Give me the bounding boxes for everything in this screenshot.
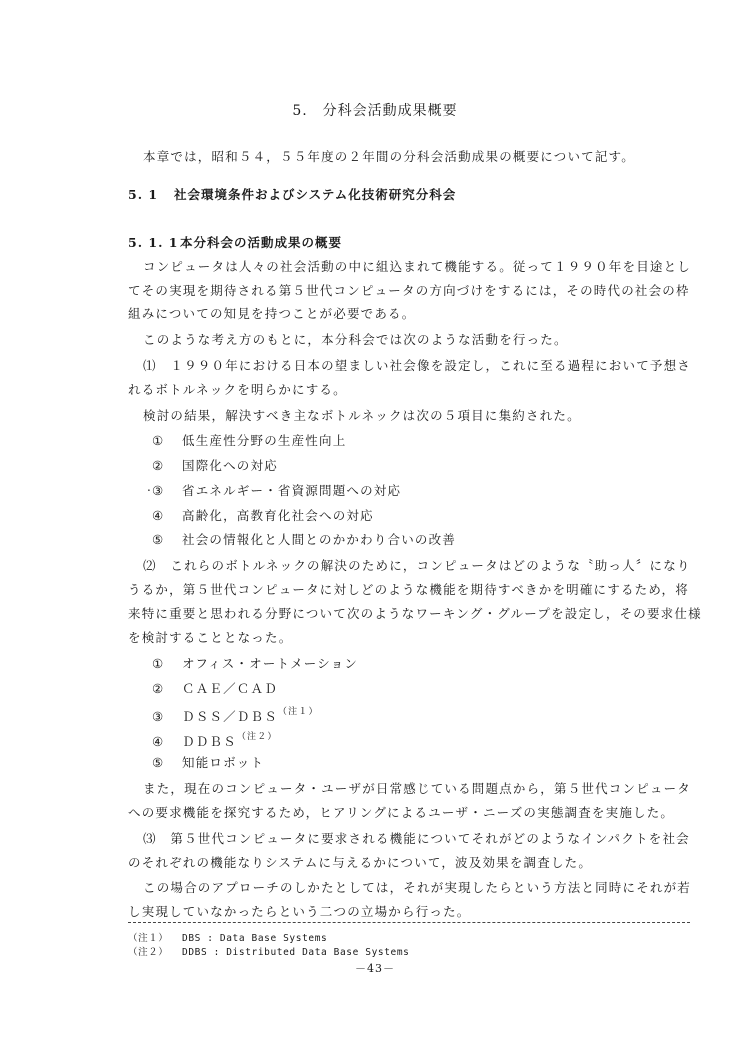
body-line: また，現在のコンピュータ・ユーザが日常感じている問題点から，第５世代コンピュータ bbox=[143, 781, 692, 796]
body-line: うるか，第５世代コンピュータに対しどのような機能を期待すべきかを明確にするため，将 bbox=[128, 582, 689, 597]
list-item-text: オフィス・オートメーション bbox=[182, 656, 359, 671]
subsection-heading bbox=[128, 233, 342, 251]
list-item bbox=[152, 753, 264, 771]
list-item bbox=[152, 506, 374, 524]
footnote bbox=[128, 930, 327, 944]
body-line: れるボトルネックを明らかにする。 bbox=[128, 382, 347, 397]
list-item bbox=[152, 481, 401, 499]
list-item-text: ＣＡＥ／ＣＡＤ bbox=[182, 681, 278, 696]
footnote-text: DBS : Data Base Systems bbox=[182, 933, 328, 944]
list-item-text: 社会の情報化と人間とのかかわり合いの改善 bbox=[182, 532, 457, 547]
list-marker: ② bbox=[152, 681, 165, 696]
footnote-ref: （注１） bbox=[277, 707, 319, 717]
list-marker: ③ bbox=[152, 483, 165, 498]
footnote bbox=[128, 944, 410, 958]
body-line: を検討することとなった。 bbox=[128, 630, 293, 645]
list-item-text: 高齢化，高教育化社会への対応 bbox=[182, 508, 374, 523]
list-marker: ④ bbox=[152, 734, 165, 749]
list-item bbox=[152, 456, 278, 474]
list-item bbox=[152, 654, 358, 672]
section-heading bbox=[128, 185, 456, 203]
section-title: 社会環境条件およびシステム化技術研究分科会 bbox=[174, 187, 457, 202]
body-line: このような考え方のもとに，本分科会では次のような活動を行った。 bbox=[143, 332, 568, 347]
footnote-text: DDBS : Distributed Data Base Systems bbox=[182, 947, 410, 958]
body-line: 来特に重要と思われる分野について次のようなワーキング・グループを設定し，その要求仕様 bbox=[128, 606, 702, 621]
body-line: この場合のアプローチのしかたとしては，それが実現したらという方法と同時にそれが若 bbox=[143, 880, 692, 895]
body-line: てその実現を期待される第５世代コンピュータの方向づけをするには，その時代の社会の枠 bbox=[128, 283, 690, 298]
list-marker: ① bbox=[152, 433, 165, 448]
list-item bbox=[152, 431, 346, 449]
list-item-text: 国際化への対応 bbox=[182, 458, 278, 473]
list-item bbox=[152, 729, 278, 750]
body-line: コンピュータは人々の社会活動の中に組込まれて機能する。従って１９９０年を目途とし bbox=[143, 259, 692, 274]
body-line: 検討の結果，解決すべき主なボトルネックは次の５項目に集約された。 bbox=[143, 408, 581, 423]
list-item-text: 知能ロボット bbox=[182, 755, 265, 770]
list-marker: ① bbox=[152, 656, 165, 671]
footnote-ref: （注２） bbox=[236, 732, 278, 742]
list-marker: ③ bbox=[152, 709, 165, 724]
list-marker: ④ bbox=[152, 508, 165, 523]
body-line: ⑵ これらのボトルネックの解決のために，コンピュータはどのような〝助っ人〞になり bbox=[143, 558, 691, 573]
list-marker: ② bbox=[152, 458, 165, 473]
subsection-title: 本分科会の活動成果の概要 bbox=[180, 235, 343, 250]
subsection-number: 5. 1. 1 bbox=[128, 235, 179, 250]
list-marker: ⑤ bbox=[152, 755, 165, 770]
list-item-text: ＤＤＢＳ bbox=[182, 734, 237, 749]
list-item-text: 低生産性分野の生産性向上 bbox=[182, 433, 347, 448]
chapter-title: 5. 分科会活動成果概要 bbox=[292, 103, 458, 119]
footnote-tag: （注１） bbox=[128, 933, 169, 944]
list-item-text: 省エネルギー・省資源問題への対応 bbox=[182, 483, 402, 498]
list-item-text: ＤＳＳ／ＤＢＳ bbox=[182, 709, 278, 724]
footnote-divider bbox=[128, 922, 690, 923]
body-line: ⑶ 第５世代コンピュータに要求される機能についてそれがどのようなインパクトを社会 bbox=[143, 831, 690, 846]
body-line: し実現していなかったらという二つの立場から行った。 bbox=[128, 904, 471, 919]
body-line: への要求機能を探究するため，ヒアリングによるユーザ・ニーズの実態調査を実施した。 bbox=[128, 805, 675, 820]
list-marker: ⑤ bbox=[152, 532, 165, 547]
body-line: 組みについての知見を持つことが必要である。 bbox=[128, 306, 416, 321]
stray-mark: . bbox=[147, 480, 151, 494]
body-line: ⑴ １９９０年における日本の望ましい社会像を設定し，これに至る過程において予想さ bbox=[143, 358, 692, 373]
body-line: のそれぞれの機能なりシステムに与えるかについて，波及効果を調査した。 bbox=[128, 855, 593, 870]
intro-text: 本章では，昭和５４，５５年度の２年間の分科会活動成果の概要について記す。 bbox=[143, 149, 635, 164]
list-item bbox=[152, 679, 278, 697]
footnote-tag: （注２） bbox=[128, 947, 169, 958]
list-item bbox=[152, 704, 319, 725]
page-number: －43－ bbox=[355, 962, 395, 975]
list-item bbox=[152, 530, 456, 548]
section-number: 5. 1 bbox=[128, 187, 159, 202]
